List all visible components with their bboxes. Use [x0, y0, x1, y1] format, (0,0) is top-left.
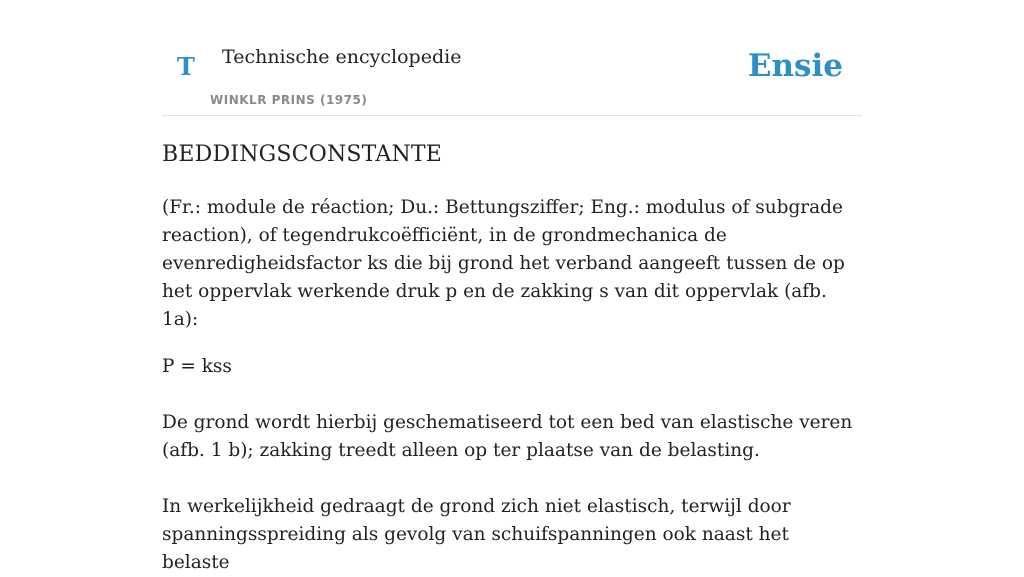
- article-title: BEDDINGSCONSTANTE: [162, 142, 443, 167]
- site-header: [162, 0, 862, 116]
- article-paragraph: De grond wordt hierbij geschematiseerd tot een bed van elastische veren (afb. 1 b); zakking treedt alleen op ter plaatse van de belasting.: [162, 412, 853, 461]
- category-logo-icon[interactable]: T: [177, 52, 195, 81]
- article: [162, 137, 862, 577]
- article-paragraph: (Fr.: module de réaction; Du.: Bettungsziffer; Eng.: modulus of subgrade reaction), of tegendrukcoëfficiënt, in de grondmechanica de evenredigheidsfactor ks die bij grond het verband aangeeft tussen de op het oppervlak werkende druk p en de zakking s van dit oppervlak (afb. 1a):: [162, 197, 845, 330]
- ensie-brand-logo[interactable]: Ensie: [747, 48, 843, 84]
- article-paragraph: In werkelijkheid gedraagt de grond zich niet elastisch, terwijl door spanningsspreiding als gevolg van schuifspanningen ook naast het belaste: [162, 496, 791, 573]
- source-label: WINKLR PRINS (1975): [210, 93, 368, 107]
- encyclopedia-title-link[interactable]: Technische encyclopedie: [222, 46, 462, 68]
- formula-paragraph: P = kss: [162, 356, 232, 377]
